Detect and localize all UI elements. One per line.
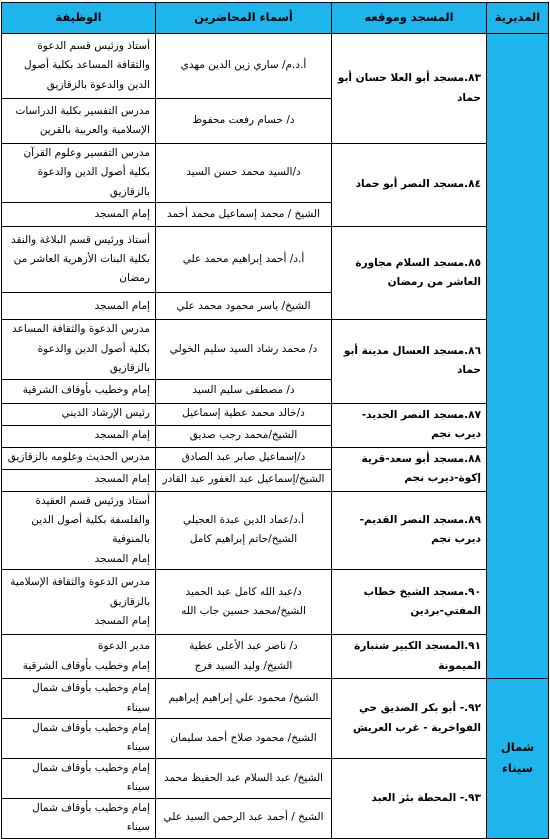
lecturer-name: الشيخ/ محمود علي إبراهيم إبراهيم [156, 679, 332, 719]
lecturer-position: إمام المسجد [2, 425, 156, 447]
mosque-cell: ٨٩.مسجد النصر القديم-ديرب نجم [332, 491, 487, 570]
table-row [2, 447, 549, 469]
lecturer-position: إمام المسجد [2, 293, 156, 320]
directorate-cell: شمال سيناء [487, 679, 549, 838]
mosque-cell: ٩٠.مسجد الشيخ خطاب المفتي-بردين [332, 570, 487, 635]
lecturer-name: د/السيد محمد حسن السيد [156, 144, 332, 203]
mosque-cell: ٩١.المسجد الكبير شنبارة الميمونة [332, 635, 487, 679]
lecturer-position: إمام وخطيب بأوقاف الشرقية [2, 379, 156, 403]
mosque-cell: ٨٣.مسجد أبو العلا حسان أبو حماد [332, 34, 487, 144]
lecturer-name: الشيخ/إسماعيل عبد الغفور عبد القادر [156, 469, 332, 491]
lecturer-position: إمام وخطيب بأوقاف شمال سيناء [2, 798, 156, 838]
lecturer-position: أستاذ ورئيس قسم الدعوة والثقافة المساعد بكلية أصول الدين والدعوة بالزقازيق [2, 34, 156, 99]
lecturer-position: رئيس الإرشاد الديني [2, 403, 156, 425]
table-row [2, 144, 549, 203]
mosque-cell: ٨٨.مسجد أبو سعد-قرية إكوة-ديرب نجم [332, 447, 487, 491]
lecturer-name: الشيخ / محمد إسماعيل محمد أحمد [156, 203, 332, 227]
lecturer-position: مدير الدعوة إمام وخطيب بأوقاف الشرقية [2, 635, 156, 679]
table-row [2, 227, 549, 293]
lecturer-position: مدرس التفسير وعلوم القرآن بكلية أصول الدين والدعوة بالزقازيق [2, 144, 156, 203]
lecturer-position: أستاذ ورئيس قسم البلاغة والنقد بكلية البنات الأزهرية العاشر من رمضان [2, 227, 156, 293]
lecturer-name: د/خالد محمد عطية إسماعيل [156, 403, 332, 425]
directorate-cell [487, 34, 549, 679]
lecturer-name: د/إسماعيل صابر عبد الصادق [156, 447, 332, 469]
table-row [2, 570, 549, 635]
lecturer-name: أ.د.م/ ساري زين الدين مهدي [156, 34, 332, 99]
lecturer-position: إمام المسجد [2, 469, 156, 491]
lecturer-position: أستاذ ورئيس قسم العقيدة والفلسفة بكلية أصول الدين بالمنوفية إمام المسجد [2, 491, 156, 570]
table-row [2, 403, 549, 425]
lecturer-name: د/ حسام رفعت محفوظ [156, 99, 332, 144]
lecturer-name: الشيخ/ محمود صلاح أحمد سليمان [156, 719, 332, 759]
lecturer-name: الشيخ/ ياسر محمود محمد علي [156, 293, 332, 320]
table-row [2, 320, 549, 379]
mosque-cell: ٩٢.- أبو بكر الصديق حي الفواخرية - غرب العريش [332, 679, 487, 759]
lecturer-position: مدرس الحديث وعلومه بالزقازيق [2, 447, 156, 469]
mosque-cell: ٨٧.مسجد النصر الجديد-ديرب نجم [332, 403, 487, 447]
lectures-table-page [1, 2, 548, 834]
header-directorate: المديرية [487, 3, 549, 34]
table-row [2, 758, 549, 798]
lecturer-name: أ.د/عماد الدين عبدة العجيلي الشيخ/حاتم إبراهيم كامل [156, 491, 332, 570]
lecturer-position: إمام وخطيب بأوقاف شمال سيناء [2, 758, 156, 798]
lecturer-position: إمام وخطيب بأوقاف شمال سيناء [2, 719, 156, 759]
header-lecturers: أسماء المحاضرين [156, 3, 332, 34]
mosque-cell: ٨٦.مسجد العسال مدينة أبو حماد [332, 320, 487, 403]
lecturer-name: الشيخ / أحمد عبد الرحمن السيد علي [156, 798, 332, 838]
lecturer-position: مدرس الدعوة والثقافة الإسلامية بالزقازيق إمام المسجد [2, 570, 156, 635]
header-row [2, 3, 549, 34]
table-row [2, 491, 549, 570]
lecturer-name: د/ ناصر عبد الأعلى عطية الشيخ/ وليد السيد فرج [156, 635, 332, 679]
mosque-cell: ٩٣.- المحطة بئر العبد [332, 758, 487, 838]
lecturer-name: الشيخ/ عبد السلام عبد الحفيظ محمد [156, 758, 332, 798]
lecturer-name: د/عبد الله كامل عبد الحميد الشيخ/محمد حسين جاب الله [156, 570, 332, 635]
lecturer-position: مدرس التفسير بكلية الدراسات الإسلامية والعربية بالقرين [2, 99, 156, 144]
lecturer-position: إمام وخطيب بأوقاف شمال سيناء [2, 679, 156, 719]
mosque-cell: ٨٤.مسجد النصر أبو حماد [332, 144, 487, 227]
table-row [2, 34, 549, 99]
lectures-table [1, 2, 549, 839]
mosque-cell: ٨٥.مسجد السلام مجاورة العاشر من رمضان [332, 227, 487, 320]
lecturer-name: الشيخ/محمد رجب صديق [156, 425, 332, 447]
lecturer-name: أ.د/ أحمد إبراهيم محمد علي [156, 227, 332, 293]
lecturer-name: د/ محمد رشاد السيد سليم الخولي [156, 320, 332, 379]
lecturer-name: د/ مصطفى سليم السيد [156, 379, 332, 403]
header-position: الوظيفة [2, 3, 156, 34]
table-row [2, 679, 549, 719]
lecturer-position: إمام المسجد [2, 203, 156, 227]
lecturer-position: مدرس الدعوة والثقافة المساعد بكلية أصول الدين والدعوة بالزقازيق [2, 320, 156, 379]
table-row [2, 635, 549, 679]
header-mosque: المسجد وموقعه [332, 3, 487, 34]
